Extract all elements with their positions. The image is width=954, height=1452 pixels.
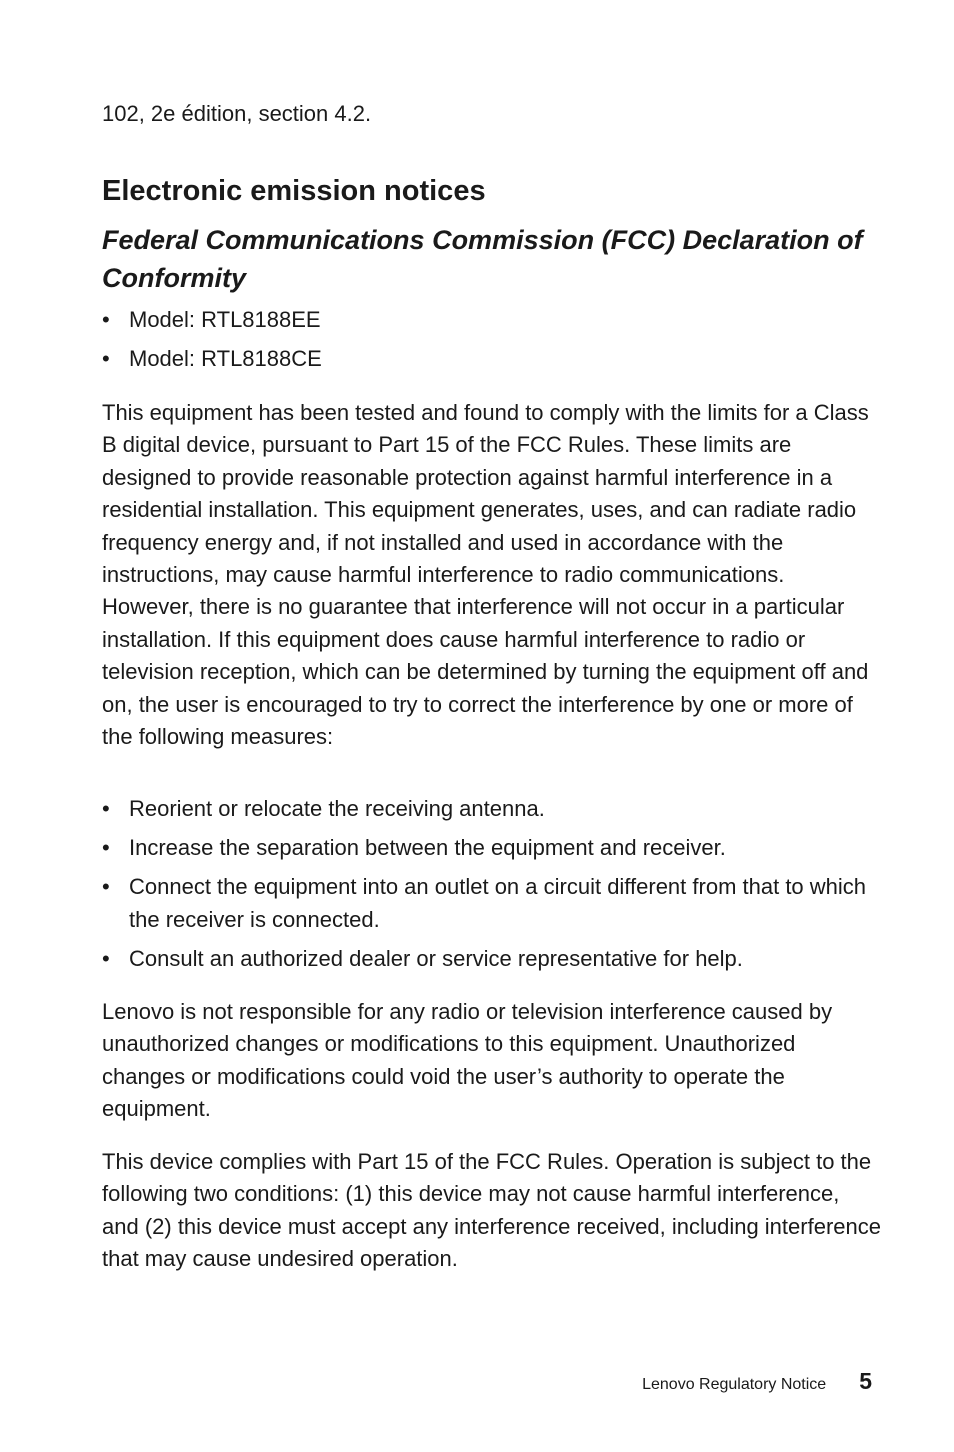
measure-item: • Increase the separation between the equipment and receiver. xyxy=(102,832,882,865)
footer-title: Lenovo Regulatory Notice xyxy=(642,1376,827,1393)
model-item: • Model: RTL8188EE xyxy=(102,304,322,337)
page-number: 5 xyxy=(859,1368,872,1394)
subsection-heading: Federal Communications Commission (FCC) Declaration of Conformity xyxy=(102,225,863,293)
measures-list xyxy=(102,793,882,982)
model-item: • Model: RTL8188CE xyxy=(102,343,322,376)
measure-item: • Reorient or relocate the receiving antenna. xyxy=(102,793,882,826)
model-list xyxy=(102,304,322,382)
measure-item: • Connect the equipment into an outlet on a circuit different from that to which the receiver is connected. xyxy=(102,871,882,936)
conditions-paragraph: This device complies with Part 15 of the FCC Rules. Operation is subject to the following two conditions: (1) this device may not cause harmful interference, and (2) this device must accept any interference received, including interference that may cause undesired operation. xyxy=(102,1149,881,1272)
measure-item: • Consult an authorized dealer or service representative for help. xyxy=(102,943,882,976)
section-heading: Electronic emission notices xyxy=(102,175,486,207)
responsibility-paragraph: Lenovo is not responsible for any radio or television interference caused by unauthorized changes or modifications to this equipment. Unauthorized changes or modifications could void the user’s authority to operate the equipment. xyxy=(102,999,833,1122)
continuation-text: 102, 2e édition, section 4.2. xyxy=(102,101,372,126)
compliance-paragraph: This equipment has been tested and found to comply with the limits for a Class B digital device, pursuant to Part 15 of the FCC Rules. These limits are designed to provide reasonable protection against harmful interference in a residential installation. This equipment generates, uses, and can radiate radio frequency energy and, if not installed and used in accordance with the instructions, may cause harmful interference to radio communications. However, there is no guarantee that interference will not occur in a particular installation. If this equipment does cause harmful interference to radio or television reception, which can be determined by turning the equipment off and on, the user is encouraged to try to correct the interference by one or more of the following measures: xyxy=(102,400,869,750)
page-footer xyxy=(642,1368,872,1395)
